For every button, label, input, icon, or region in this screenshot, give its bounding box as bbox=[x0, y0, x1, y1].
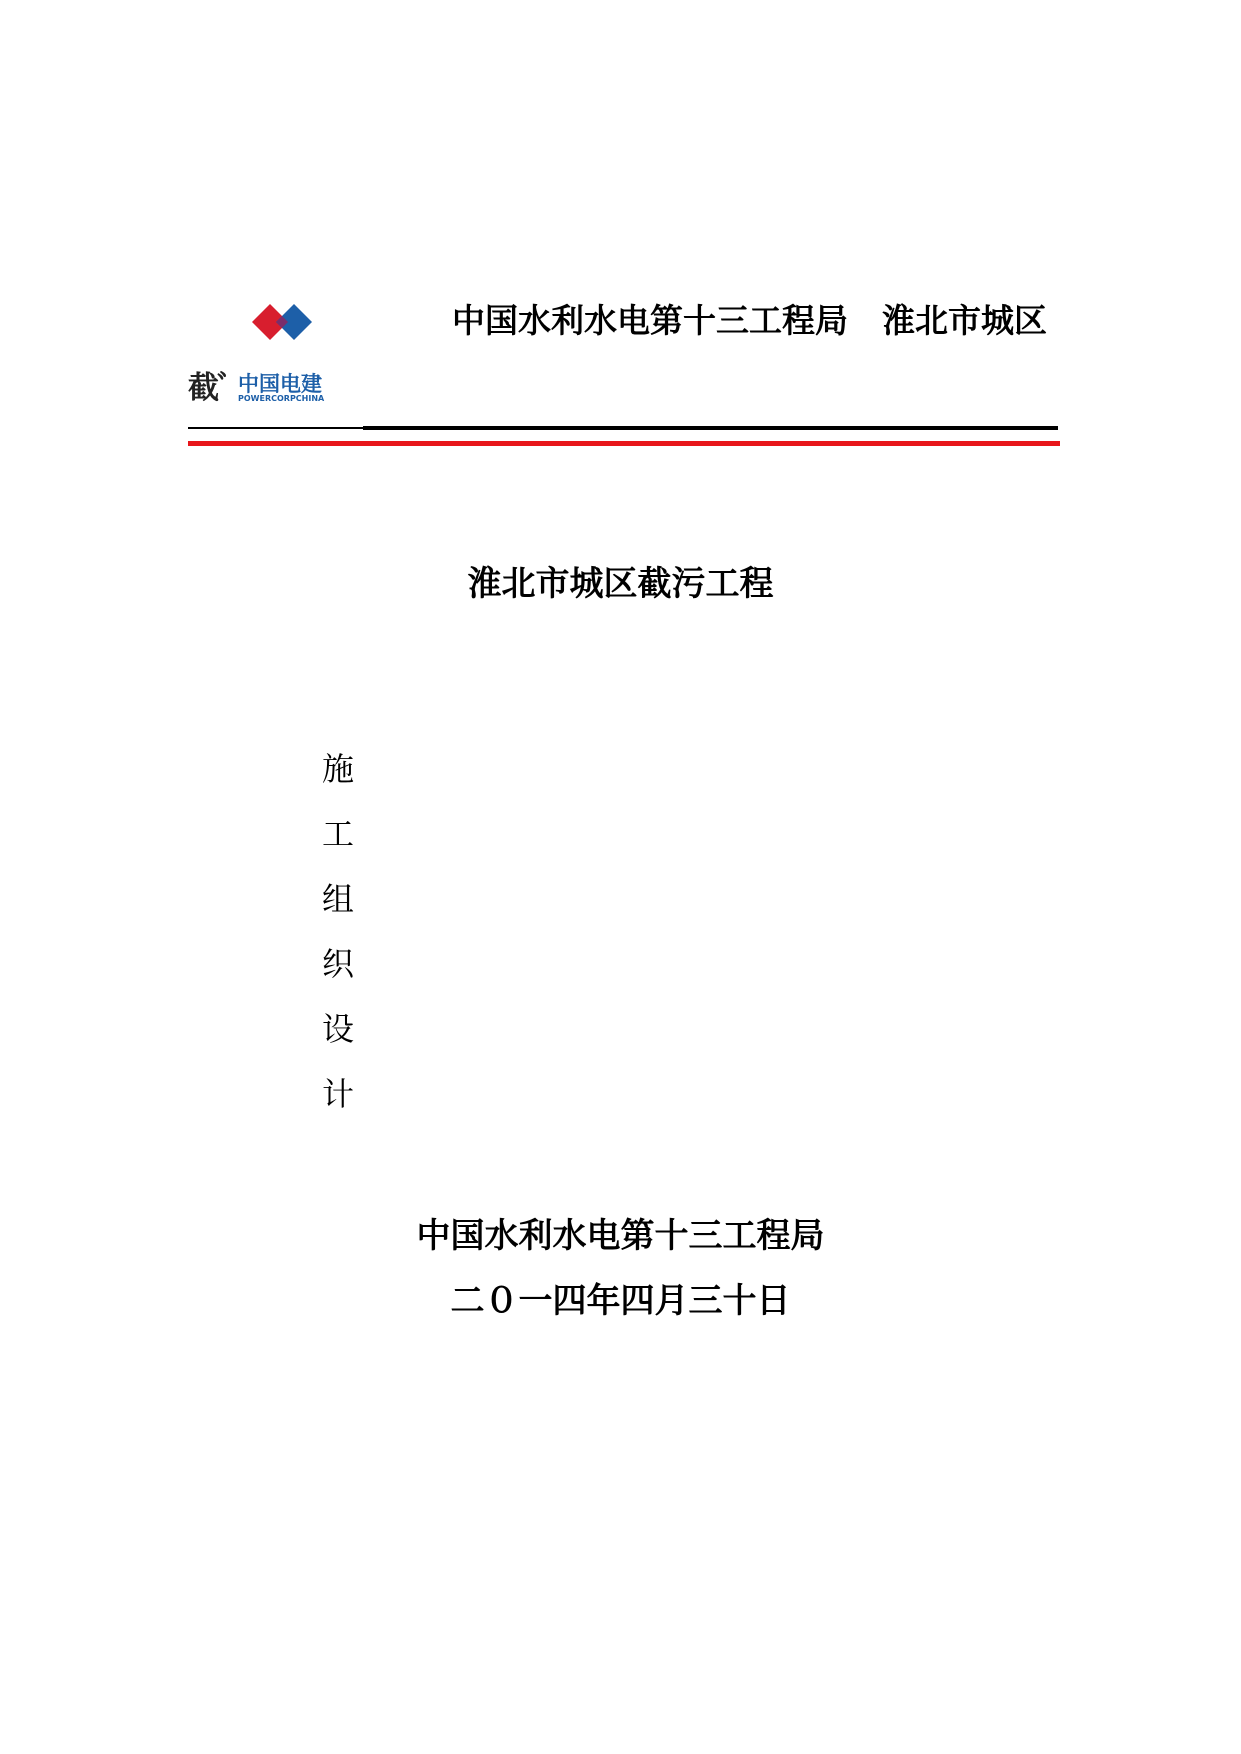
project-title: 淮北市城区截污工程 bbox=[467, 564, 774, 604]
powerchina-logo bbox=[188, 300, 338, 410]
doc-type-char: 计 bbox=[321, 1075, 354, 1113]
header-org: 中国水利水电第十三工程局 bbox=[452, 301, 848, 340]
document-type-vertical bbox=[318, 750, 358, 1140]
doc-type-char: 设 bbox=[321, 1010, 354, 1048]
logo-company-cn: 中国电建 bbox=[238, 372, 322, 396]
powerchina-diamond-icon bbox=[250, 300, 320, 360]
doc-type-char: 工 bbox=[321, 815, 354, 853]
logo-company-en: POWERCORPCHINA bbox=[238, 394, 325, 403]
logo-prefix-text: 截ﾞ bbox=[188, 370, 231, 406]
doc-type-char: 组 bbox=[321, 880, 354, 918]
header-location: 淮北市城区 bbox=[882, 301, 1047, 340]
header-rule-red bbox=[188, 441, 1060, 446]
doc-type-char: 施 bbox=[321, 750, 354, 788]
header-rule-black bbox=[363, 426, 1058, 430]
header-rule-thin bbox=[188, 427, 363, 429]
header-title bbox=[452, 295, 1047, 342]
doc-type-char: 织 bbox=[321, 945, 354, 983]
footer-organization: 中国水利水电第十三工程局 bbox=[416, 1216, 825, 1256]
footer-date: 二０一四年四月三十日 bbox=[450, 1281, 791, 1321]
